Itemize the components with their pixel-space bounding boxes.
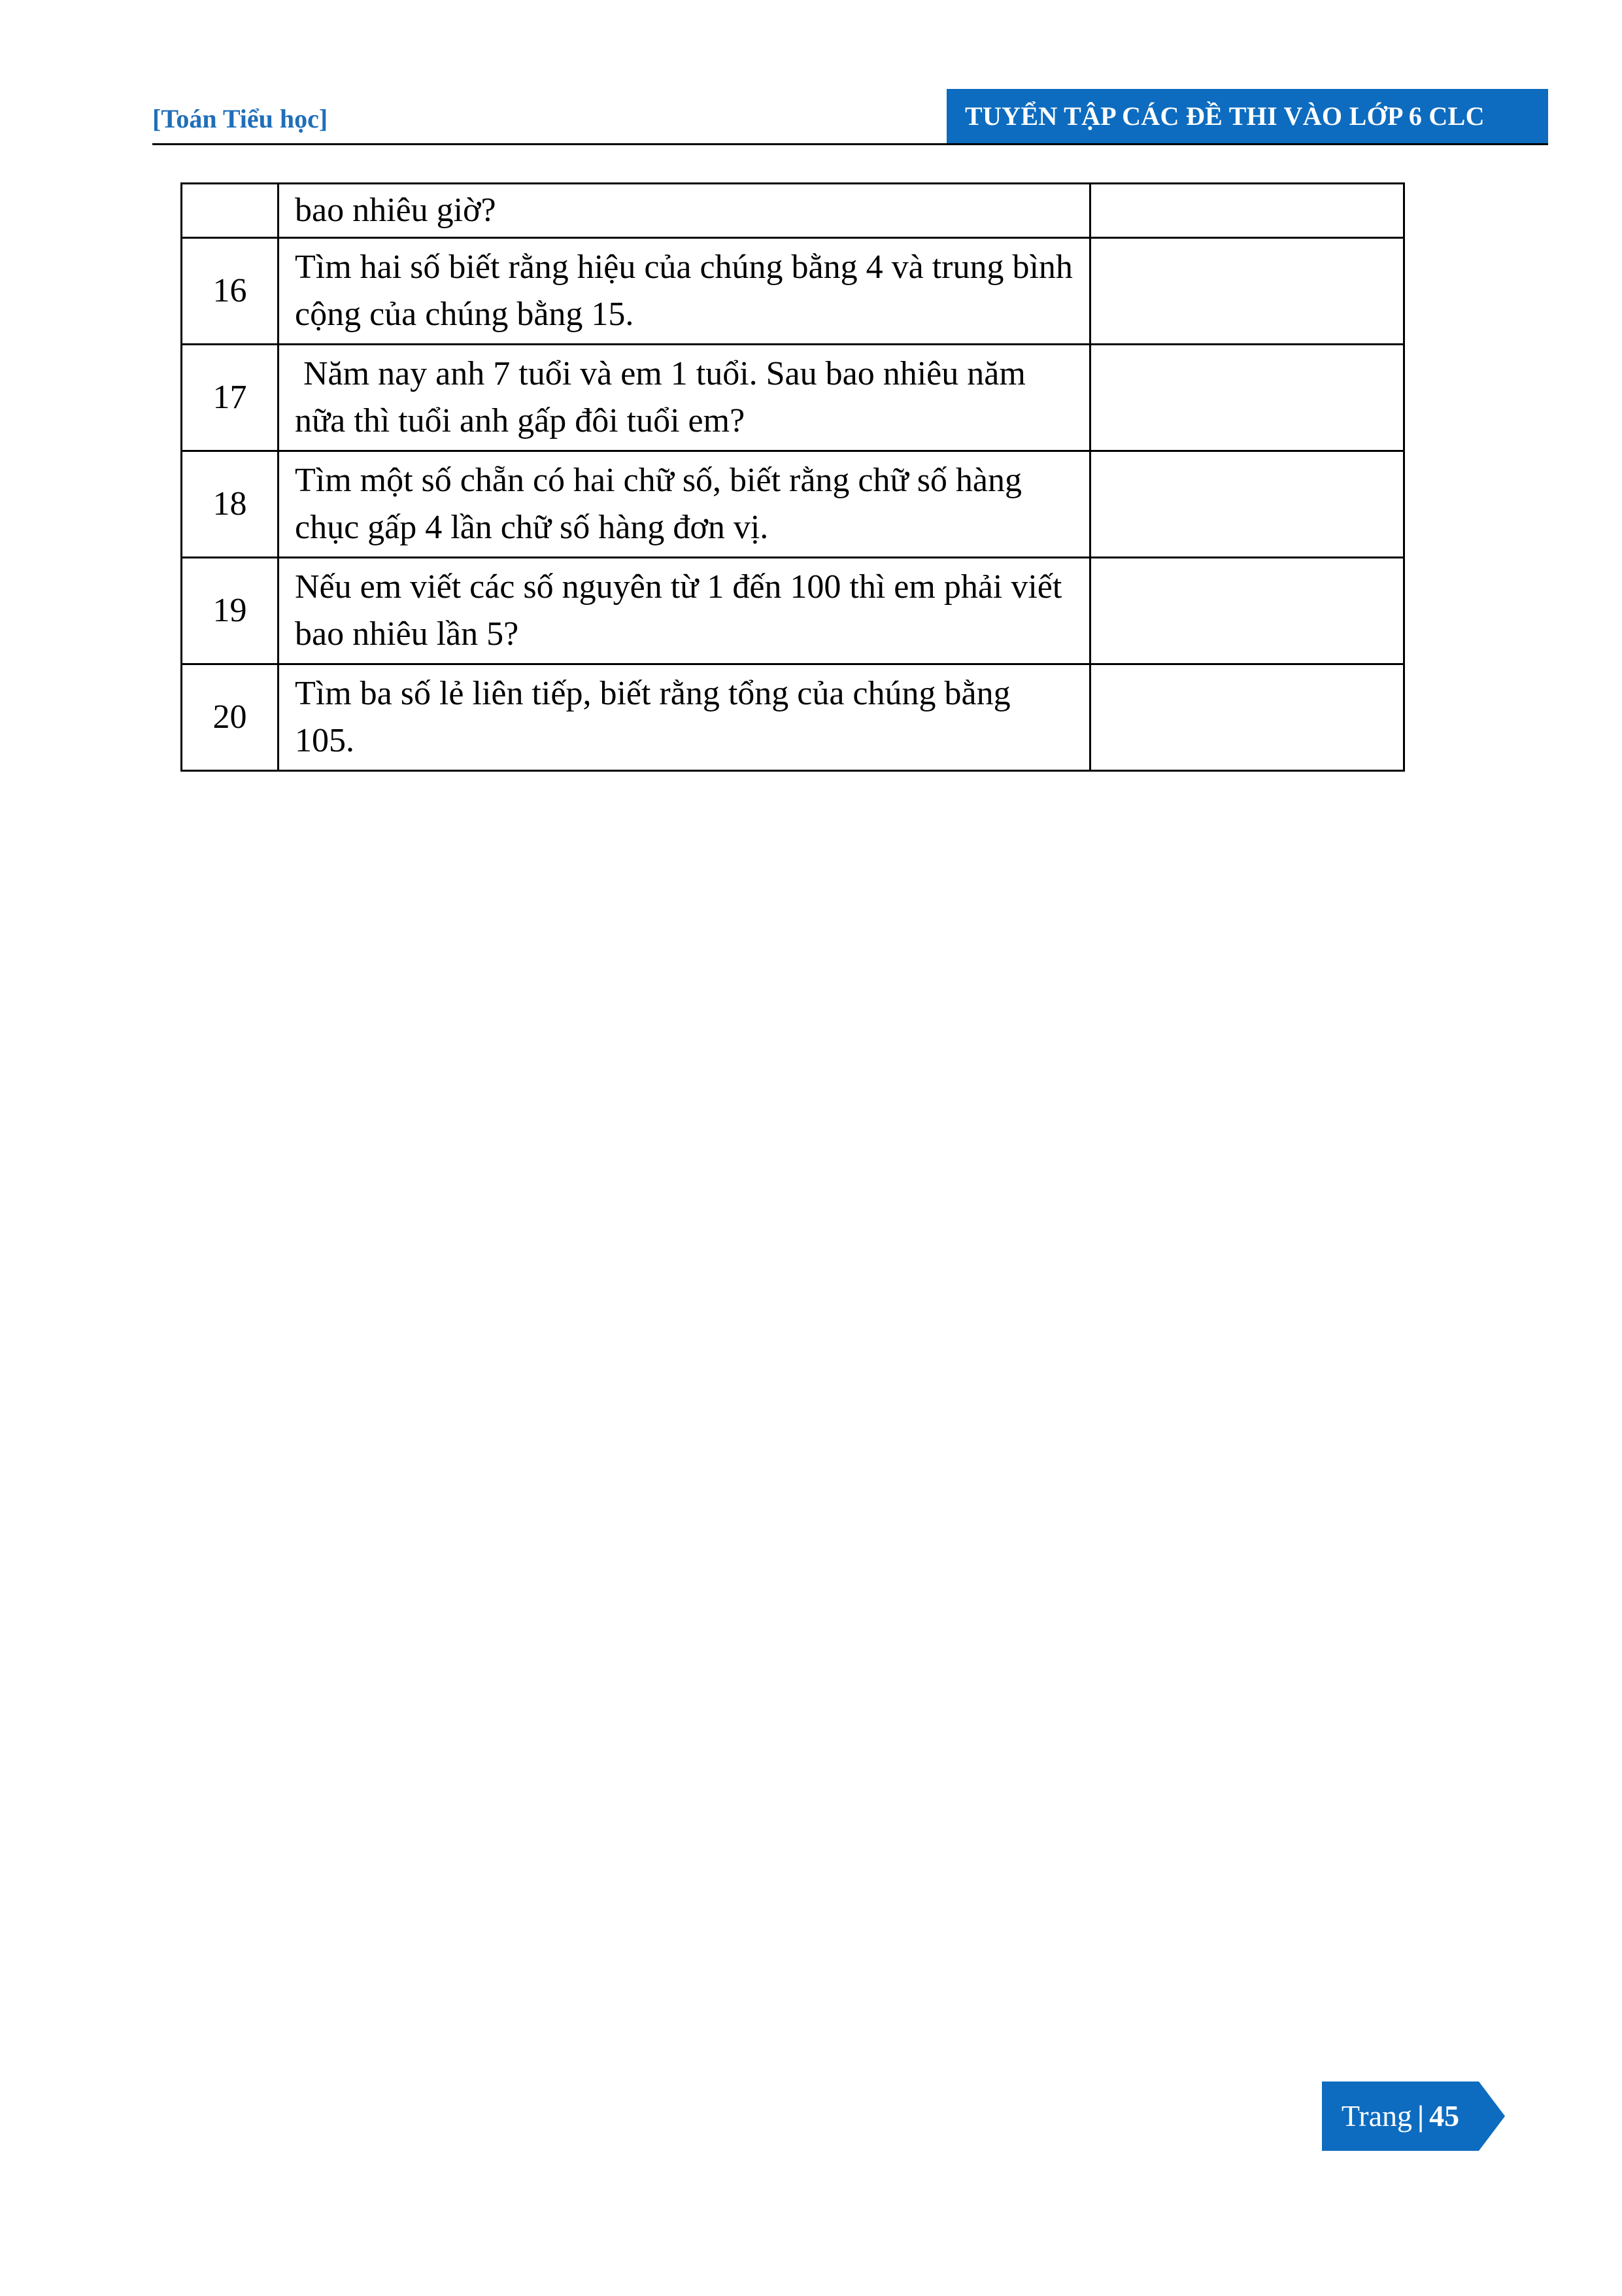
header-left-title: [Toán Tiểu học] bbox=[152, 104, 328, 133]
questions-table bbox=[180, 182, 1405, 772]
question-number: 17 bbox=[182, 345, 279, 451]
page-number-badge bbox=[1322, 2082, 1505, 2151]
question-text: Tìm một số chẵn có hai chữ số, biết rằng chữ số hàng chục gấp 4 lần chữ số hàng đơn vị. bbox=[279, 451, 1090, 558]
answer-cell bbox=[1090, 184, 1404, 238]
answer-cell bbox=[1090, 558, 1404, 664]
answer-cell bbox=[1090, 451, 1404, 558]
question-number: 16 bbox=[182, 238, 279, 345]
question-number: 20 bbox=[182, 664, 279, 771]
table-row bbox=[182, 451, 1404, 558]
table-row bbox=[182, 345, 1404, 451]
page-number-label bbox=[1322, 2082, 1479, 2151]
table-row bbox=[182, 664, 1404, 771]
page-label: Trang bbox=[1341, 2099, 1413, 2133]
header-right-banner: TUYỂN TẬP CÁC ĐỀ THI VÀO LỚP 6 CLC bbox=[947, 89, 1548, 144]
page-number: 45 bbox=[1429, 2099, 1460, 2133]
question-number: 18 bbox=[182, 451, 279, 558]
page-separator: | bbox=[1417, 2099, 1425, 2133]
question-number: 19 bbox=[182, 558, 279, 664]
header-divider bbox=[152, 143, 1548, 145]
table-row bbox=[182, 238, 1404, 345]
answer-cell bbox=[1090, 664, 1404, 771]
question-text: Tìm ba số lẻ liên tiếp, biết rằng tổng của chúng bằng 105. bbox=[279, 664, 1090, 771]
question-text: Năm nay anh 7 tuổi và em 1 tuổi. Sau bao nhiêu năm nữa thì tuổi anh gấp đôi tuổi em? bbox=[279, 345, 1090, 451]
question-text: bao nhiêu giờ? bbox=[279, 184, 1090, 238]
answer-cell bbox=[1090, 345, 1404, 451]
question-text: Nếu em viết các số nguyên từ 1 đến 100 thì em phải viết bao nhiêu lần 5? bbox=[279, 558, 1090, 664]
question-text: Tìm hai số biết rằng hiệu của chúng bằng 4 và trung bình cộng của chúng bằng 15. bbox=[279, 238, 1090, 345]
table-row bbox=[182, 184, 1404, 238]
answer-cell bbox=[1090, 238, 1404, 345]
question-number bbox=[182, 184, 279, 238]
table-row bbox=[182, 558, 1404, 664]
